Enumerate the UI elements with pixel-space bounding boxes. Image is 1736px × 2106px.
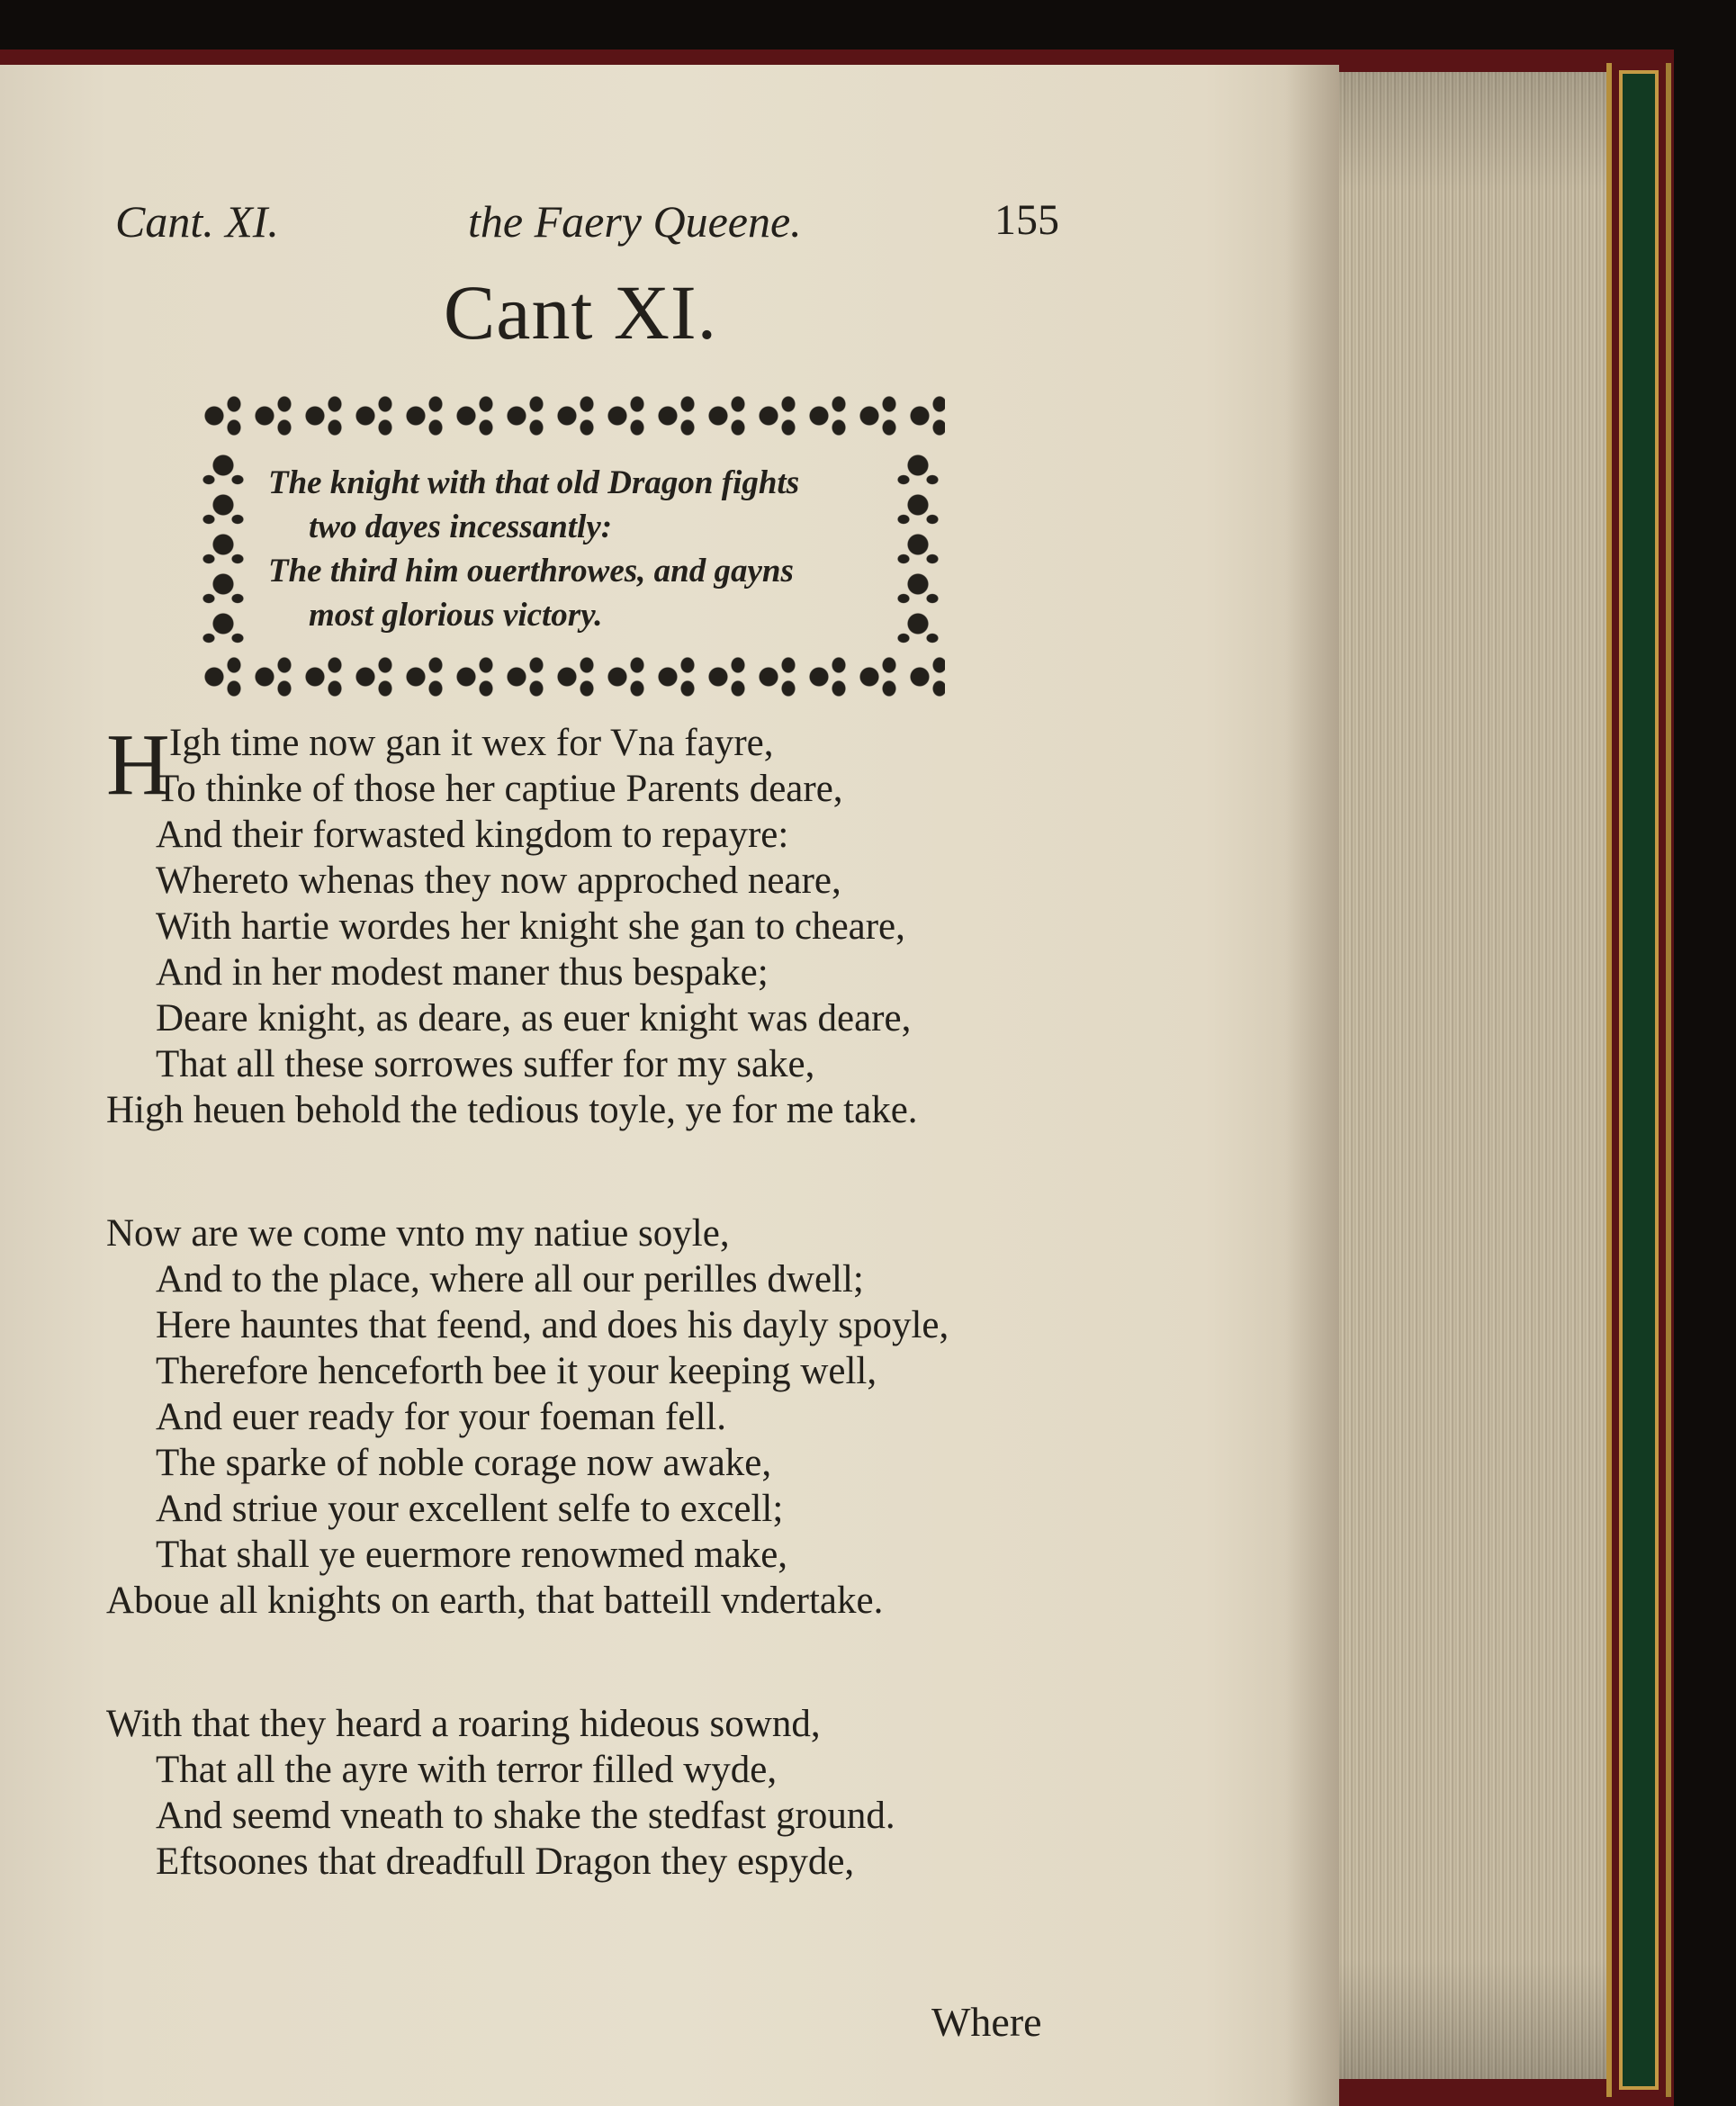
- catchword: Where: [931, 1999, 1042, 2045]
- verse-line: Now are we come vnto my natiue soyle,: [106, 1212, 730, 1255]
- verse-line: High heuen behold the tedious toyle, ye for me take.: [106, 1089, 918, 1131]
- running-head-left: Cant. XI.: [115, 196, 279, 247]
- page-number: 155: [994, 196, 1059, 244]
- verse-line: Aboue all knights on earth, that batteill vndertake.: [106, 1580, 884, 1622]
- argument-line: The knight with that old Dragon fights: [268, 464, 800, 501]
- verse-line: Whereto whenas they now approched neare,: [156, 860, 841, 902]
- verse-line: Igh time now gan it wex for Vna fayre,: [169, 722, 774, 764]
- stanza-3: [106, 1701, 1096, 1885]
- verse-line: That shall ye euermore renowmed make,: [156, 1534, 788, 1576]
- argument-line: two dayes incessantly:: [309, 508, 613, 545]
- ornament-bottom-border: [196, 645, 945, 708]
- canto-title: Cant XI.: [443, 269, 718, 356]
- drop-cap: H: [106, 716, 170, 814]
- verse-line: Deare knight, as deare, as euer knight was deare,: [156, 997, 912, 1040]
- canto-argument: [268, 461, 889, 637]
- verse-line: The sparke of noble corage now awake,: [156, 1442, 772, 1484]
- ornament-top-border: [196, 384, 945, 447]
- stanza-1: [106, 716, 1096, 1133]
- verse-line: And to the place, where all our perilles dwell;: [156, 1258, 864, 1300]
- book-page: [0, 65, 1339, 2106]
- verse-line: Therefore henceforth bee it your keeping well,: [156, 1350, 877, 1392]
- page-edges: [1339, 72, 1627, 2079]
- ornament-right-border: [891, 447, 945, 645]
- verse-line: That all these sorrowes suffer for my sake,: [156, 1043, 815, 1085]
- verse-line: To thinke of those her captiue Parents deare,: [156, 768, 843, 810]
- verse-line: That all the ayre with terror filled wyde,: [156, 1749, 778, 1791]
- verse-line: And in her modest maner thus bespake;: [156, 951, 769, 994]
- verse-line: With that they heard a roaring hideous sownd,: [106, 1703, 821, 1745]
- verse-line: And striue your excellent selfe to excell;: [156, 1488, 784, 1530]
- argument-ornament-frame: [196, 384, 945, 708]
- verse-line: Here hauntes that feend, and does his dayly spoyle,: [156, 1304, 949, 1346]
- verse-line: And their forwasted kingdom to repayre:: [156, 814, 789, 856]
- gilt-border: [1606, 63, 1671, 2097]
- argument-line: The third him ouerthrowes, and gayns: [268, 553, 794, 590]
- running-header: [0, 195, 1339, 249]
- stanza-2: [106, 1210, 1096, 1624]
- verse-line: With hartie wordes her knight she gan to cheare,: [156, 905, 905, 948]
- verse-line: And euer ready for your foeman fell.: [156, 1396, 726, 1438]
- ornament-left-border: [196, 447, 250, 645]
- argument-line: most glorious victory.: [309, 597, 603, 634]
- running-head-title: the Faery Queene.: [468, 196, 802, 247]
- verse-line: And seemd vneath to shake the stedfast ground.: [156, 1795, 895, 1837]
- verse-line: Eftsoones that dreadfull Dragon they espyde,: [156, 1840, 855, 1883]
